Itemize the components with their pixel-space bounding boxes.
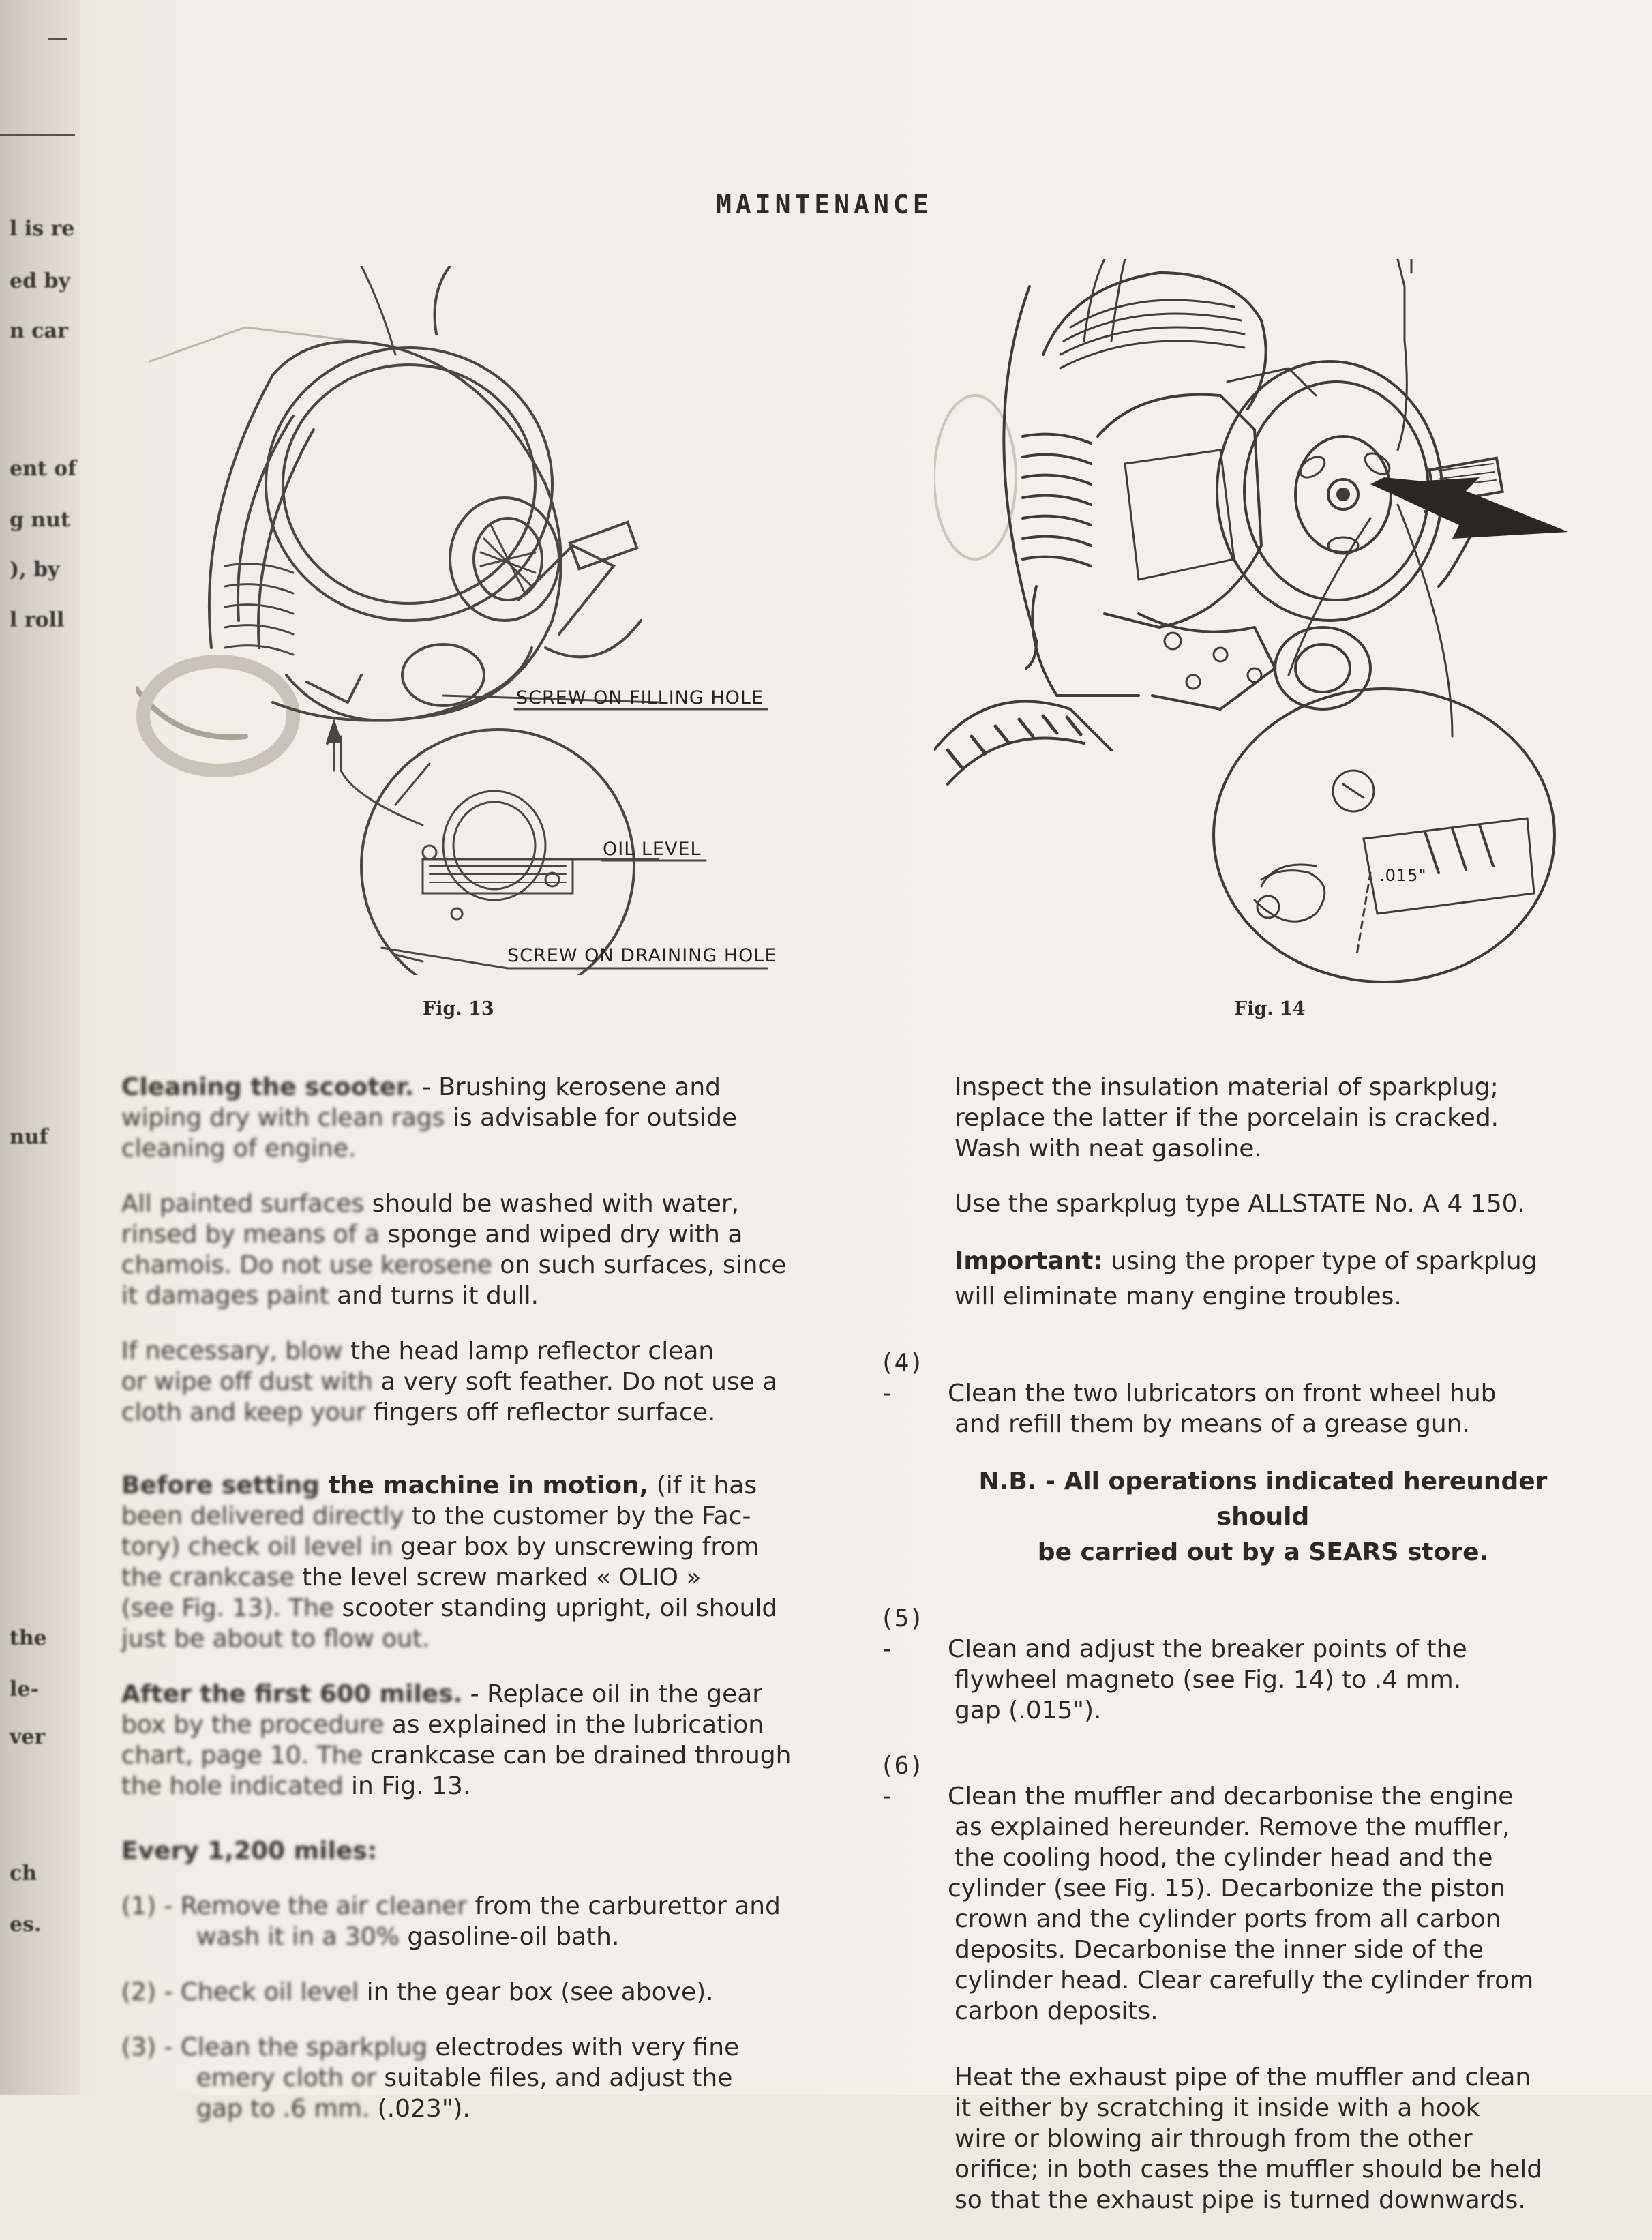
list-item-5: [880, 1603, 1578, 1726]
first-600-miles-paragraph: [121, 1679, 810, 1802]
text: and turns it dull.: [329, 1282, 539, 1310]
text: sponge and wiped dry with a: [379, 1221, 743, 1249]
sparkplug-type-paragraph: [880, 1189, 1578, 1219]
edge-fragment: nuf: [10, 1125, 48, 1149]
head-lamp-paragraph: [121, 1336, 810, 1428]
text: the head lamp reflector clean: [342, 1337, 715, 1365]
text-blurred: (3) - Clean the sparkplug: [121, 2033, 427, 2061]
text-blurred: rinsed by means of a: [121, 1221, 380, 1249]
text: (.023").: [370, 2095, 470, 2123]
callout-filling-hole: SCREW ON FILLING HOLE: [516, 687, 764, 708]
text-blurred: been delivered directly: [121, 1502, 404, 1530]
figure-13-label: Fig. 13: [423, 998, 494, 1019]
text: suitable files, and adjust the: [376, 2064, 733, 2092]
text-blurred: tory) check oil level in: [121, 1533, 393, 1561]
left-text-column: [121, 1072, 810, 2149]
text: Clean and adjust the breaker points of the: [948, 1635, 1467, 1663]
text-blurred: box by the procedure: [121, 1711, 385, 1739]
nb-notice: [880, 1464, 1578, 1570]
text-blurred: or wipe off dust with: [121, 1368, 373, 1396]
text: as explained in the lubrication: [384, 1711, 764, 1739]
text: orifice; in both cases the muffler should be held: [955, 2155, 1543, 2183]
heat-exhaust-paragraph: [880, 2062, 1578, 2215]
text: it either by scratching it inside with a hook: [955, 2094, 1480, 2122]
text: scooter standing upright, oil should: [334, 1594, 778, 1622]
text: Clean the muffler and decarbonise the engine: [948, 1782, 1514, 1810]
edge-fragment: ed by: [10, 269, 70, 293]
edge-fragment: ver: [10, 1725, 46, 1749]
edge-fragment: the: [10, 1626, 47, 1650]
text-blurred: (1) - Remove the air cleaner: [121, 1892, 468, 1920]
text-blurred: the hole indicated: [121, 1772, 344, 1800]
text-blurred: gap to .6 mm.: [196, 2095, 370, 2123]
text: electrodes with very fine: [427, 2033, 740, 2061]
callout-draining-hole: SCREW ON DRAINING HOLE: [507, 945, 777, 966]
edge-fragment: ent of: [10, 457, 77, 481]
text: flywheel magneto (see Fig. 14) to .4 mm.: [955, 1666, 1462, 1694]
edge-fragment: l roll: [10, 608, 65, 632]
text: N.B. - All operations indicated hereunder should: [978, 1467, 1548, 1531]
text-blurred: cloth and keep your: [121, 1399, 366, 1427]
text: cylinder (see Fig. 15). Decarbonize the piston: [948, 1875, 1506, 1902]
text-blurred: emery cloth or: [196, 2064, 376, 2092]
important-paragraph: [880, 1244, 1578, 1315]
text: (if it has: [648, 1472, 757, 1499]
text: be carried out by a SEARS store.: [1037, 1538, 1489, 1566]
text: on such surfaces, since: [492, 1251, 787, 1279]
text: in Fig. 13.: [343, 1772, 471, 1800]
gap-measurement-label: .015": [1379, 866, 1427, 885]
every-1200-miles-heading: [121, 1836, 810, 1866]
list-item-2: [121, 1977, 810, 2007]
text-blurred: the crankcase: [121, 1564, 295, 1592]
list-item-1: [121, 1891, 810, 1952]
text-blurred: chart, page 10. The: [121, 1742, 363, 1769]
text: will eliminate many engine troubles.: [955, 1283, 1402, 1311]
text: Heat the exhaust pipe of the muffler and clean: [955, 2063, 1531, 2091]
text: from the carburettor and: [467, 1892, 781, 1920]
text: gap (.015").: [955, 1697, 1102, 1724]
text: and refill them by means of a grease gun.: [955, 1410, 1470, 1438]
text-blurred: wash it in a 30%: [196, 1923, 400, 1951]
every-1200-miles-title: Every 1,200 miles:: [121, 1837, 378, 1865]
text: Brushing kerosene and: [438, 1073, 721, 1101]
text: Wash with neat gasoline.: [955, 1135, 1262, 1163]
edge-fragment: es.: [10, 1913, 42, 1937]
text-blurred: Before setting: [121, 1472, 320, 1499]
text: in the gear box (see above).: [359, 1978, 714, 2006]
text-blurred: chamois. Do not use kerosene: [121, 1251, 492, 1279]
text: - Replace oil in the gear: [462, 1680, 763, 1708]
text: Use the sparkplug type ALLSTATE No. A 4 150.: [955, 1190, 1525, 1218]
text-blurred: wiping dry with clean rags: [121, 1104, 445, 1132]
text-blurred: (see Fig. 13). The: [121, 1594, 335, 1622]
edge-fragment: le-: [10, 1677, 39, 1701]
list-item-4: [880, 1347, 1578, 1439]
text-blurred: it damages paint: [121, 1282, 329, 1310]
edge-fragment: ), by: [10, 558, 60, 582]
cleaning-paragraph: [121, 1072, 810, 1164]
text: using the proper type of sparkplug: [1102, 1247, 1537, 1275]
text: wire or blowing air through from the other: [955, 2125, 1473, 2153]
before-motion-paragraph: [121, 1470, 810, 1654]
text: Clean the two lubricators on front wheel hub: [948, 1379, 1497, 1407]
text: the level screw marked « OLIO »: [294, 1564, 702, 1592]
edge-rule: [0, 134, 75, 136]
edge-fragment: n car: [10, 319, 68, 343]
before-motion-title: the machine in motion,: [319, 1472, 649, 1499]
left-binding-edge: [0, 0, 80, 2095]
text: as explained hereunder. Remove the muffler,: [955, 1813, 1510, 1841]
text: deposits. Decarbonise the inner side of the: [955, 1936, 1484, 1964]
text: Inspect the insulation material of sparkplug;: [955, 1073, 1499, 1101]
text: gear box by unscrewing from: [392, 1533, 760, 1561]
list-number: (5) -: [880, 1604, 925, 1663]
text: gasoline-oil bath.: [399, 1923, 620, 1951]
text: so that the exhaust pipe is turned downwards.: [955, 2186, 1526, 2214]
important-label: Important:: [955, 1247, 1103, 1275]
text: a very soft feather. Do not use a: [372, 1368, 778, 1396]
text-blurred: If necessary, blow: [121, 1337, 343, 1365]
figure-14-magneto-illustration: [934, 259, 1575, 996]
text-blurred: All painted surfaces: [121, 1190, 365, 1218]
painted-surfaces-paragraph: [121, 1189, 810, 1311]
text: is advisable for outside: [445, 1104, 738, 1132]
text: fingers off reflector surface.: [365, 1399, 716, 1427]
list-number: (6) -: [880, 1752, 925, 1810]
text-blurred: just be about to flow out.: [121, 1625, 430, 1653]
list-number: (4) -: [880, 1349, 925, 1407]
dash: -: [414, 1073, 439, 1101]
text: to the customer by the Fac-: [404, 1502, 751, 1530]
list-item-3: [121, 2032, 810, 2124]
text: replace the latter if the porcelain is cracked.: [955, 1104, 1499, 1132]
text: the cooling hood, the cylinder head and the: [955, 1844, 1493, 1872]
text: carbon deposits.: [955, 1997, 1158, 2025]
text: should be washed with water,: [364, 1190, 740, 1218]
right-text-column: [880, 1072, 1578, 2240]
figure-14-label: Fig. 14: [1234, 998, 1306, 1019]
edge-fragment: l is re: [10, 217, 75, 241]
edge-fragment: g nut: [10, 508, 70, 532]
text-blurred: cleaning of engine.: [121, 1135, 357, 1163]
list-item-6: [880, 1750, 1578, 2027]
text: crown and the cylinder ports from all carbon: [955, 1905, 1501, 1933]
inspect-paragraph: [880, 1072, 1578, 1164]
figure-13-engine-illustration: [136, 266, 791, 975]
edge-mark: [48, 38, 67, 40]
edge-fragment: ch: [10, 1862, 37, 1885]
first-600-miles-title: After the first 600 miles.: [121, 1680, 463, 1708]
text: cylinder head. Clear carefully the cylinder from: [955, 1967, 1534, 1995]
text-blurred: (2) - Check oil level: [121, 1978, 359, 2006]
cleaning-title: Cleaning the scooter.: [121, 1073, 415, 1101]
text: crankcase can be drained through: [362, 1742, 792, 1769]
callout-oil-level: OIL LEVEL: [603, 839, 702, 860]
page-title: MAINTENANCE: [716, 190, 933, 220]
